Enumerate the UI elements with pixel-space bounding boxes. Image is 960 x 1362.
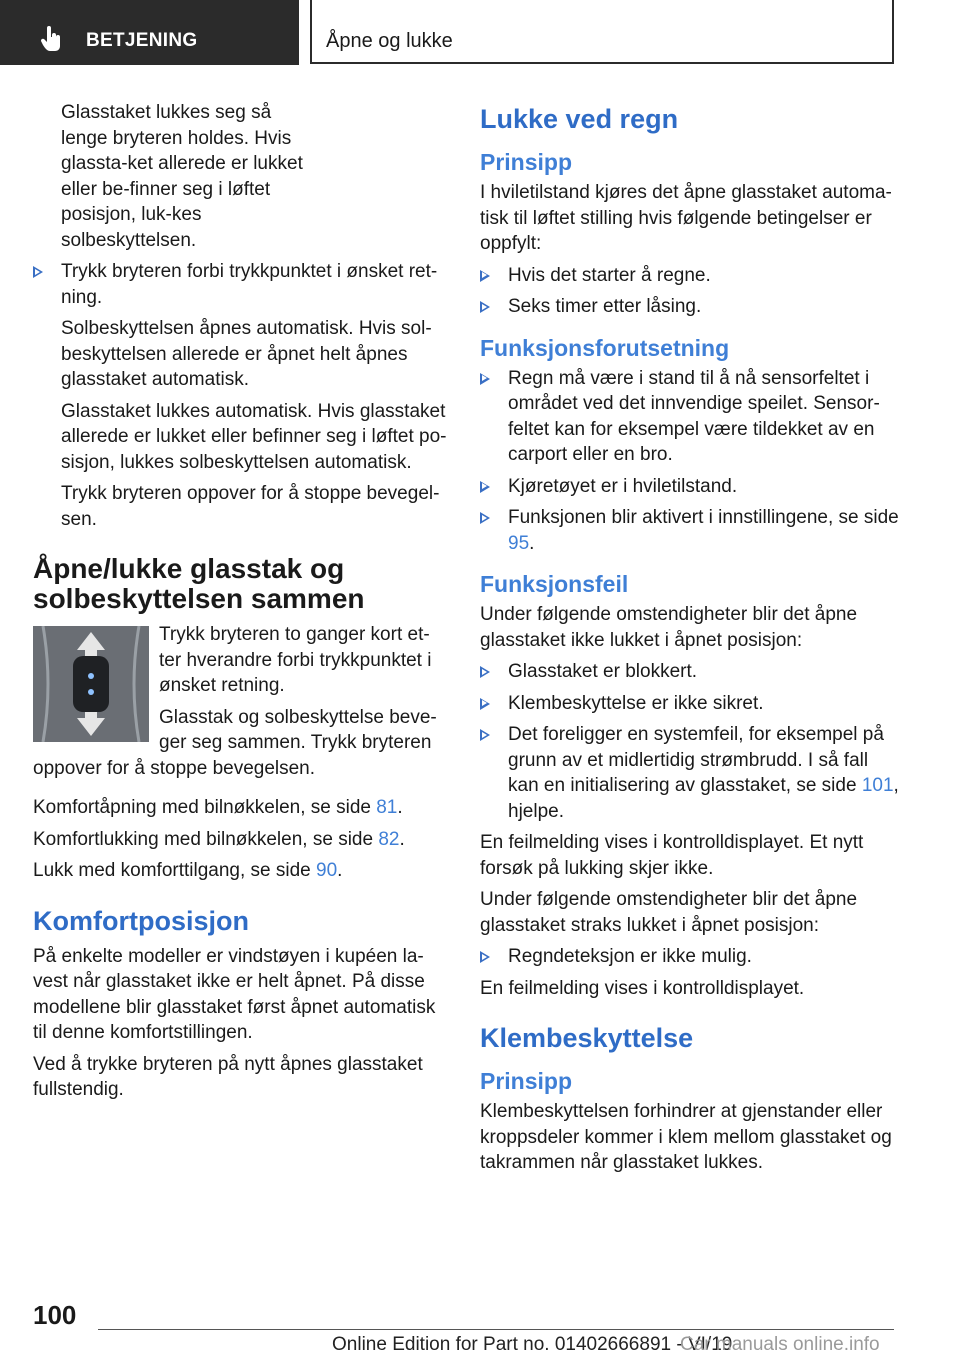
roof-switch-image [33, 626, 149, 742]
paragraph: Glasstaket lukkes seg så lenge bryteren holdes. Hvis glassta-ket allerede er lukket eller be-finner seg i løftet posisjon, luk-kes solbeskyttelsen. [61, 102, 303, 251]
paragraph: Glasstak og solbeskyttelse beve-ger seg sammen. Trykk bryteren oppover for å stoppe bevegelsen. [33, 706, 437, 779]
list-item: Kjøretøyet er i hviletilstand. [480, 474, 900, 500]
section-title: Åpne og lukke [326, 30, 453, 52]
triangle-bullet-icon [480, 512, 490, 524]
paragraph: På enkelte modeller er vindstøyen i kupéen la-vest når glasstaket ikke er helt åpnet. På disse modellene blir glasstaket først åpnet automatisk til denne komfortstillingen. [33, 945, 436, 1043]
triangle-bullet-icon [480, 729, 490, 741]
footer-divider [98, 1329, 894, 1330]
switch-illustration [33, 626, 149, 742]
paragraph: Trykk bryteren to ganger kort et-ter hverandre forbi trykkpunktet i ønsket retning. [159, 624, 432, 696]
triangle-bullet-icon [480, 698, 490, 710]
paragraph: Solbeskyttelsen åpnes automatisk. Hvis sol-beskyttelsen allerede er åpnet helt åpnes glasstaket automatisk. [61, 318, 432, 390]
page-link-95[interactable]: 95 [508, 532, 530, 554]
list-item: Hvis det starter å regne. [480, 263, 900, 289]
triangle-bullet-icon [480, 666, 490, 678]
heading-together: Åpne/lukke glasstak og solbeskyttelsen sammen [33, 553, 365, 614]
triangle-bullet-icon [480, 951, 490, 963]
triangle-bullet-icon [480, 481, 490, 493]
section-header [310, 0, 894, 64]
triangle-bullet-icon [33, 266, 43, 278]
list-item: Regndeteksjon er ikke mulig. [480, 944, 900, 970]
paragraph: Ved å trykke bryteren på nytt åpnes glasstaket fullstendig. [33, 1053, 423, 1100]
heading-rain: Lukke ved regn [480, 104, 679, 134]
cross-ref: Lukk med komforttilgang, se side 90. [33, 860, 343, 881]
chapter-tab [0, 0, 299, 65]
hand-pointer-icon [40, 26, 64, 52]
page-number: 100 [33, 1300, 77, 1330]
paragraph: Trykk bryteren oppover for å stoppe bevegel-sen. [61, 483, 440, 530]
watermark: Car manuals online.info [680, 1334, 880, 1355]
cross-ref: Komfortåpning med bilnøkkelen, se side 81. [33, 797, 403, 818]
heading-principle: Prinsipp [480, 149, 573, 175]
heading-malfunction: Funksjonsfeil [480, 571, 629, 597]
page-link-101[interactable]: 101 [861, 775, 894, 796]
bullet-text: Trykk bryteren forbi trykkpunktet i ønsket ret-ning. [61, 261, 438, 308]
paragraph: Under følgende omstendigheter blir det åpne glasstaket ikke lukket i åpnet posisjon: [480, 604, 858, 651]
triangle-bullet-icon [480, 270, 490, 282]
triangle-bullet-icon [480, 301, 490, 313]
list-item: Regn må være i stand til å nå sensorfeltet i området ved det innvendige speilet. Sensor-feltet kan for eksempel være tildekket av en carport eller en bro. [480, 366, 900, 468]
list-item [33, 259, 448, 532]
paragraph: Glasstaket lukkes automatisk. Hvis glasstaket allerede er lukket eller befinner seg i løftet po-sisjon, lukkes solbeskyttelsen automatisk. [61, 400, 447, 473]
left-column [33, 100, 448, 1109]
heading-principle: Prinsipp [480, 1068, 573, 1094]
page-link-81[interactable]: 81 [376, 797, 398, 818]
paragraph: Klembeskyttelsen forhindrer at gjenstander eller kroppsdeler kommer i klem mellom glasstaket og takrammen når glasstaket lukkes. [480, 1101, 892, 1173]
page-link-82[interactable]: 82 [378, 828, 400, 850]
paragraph: I hviletilstand kjøres det åpne glasstaket automa-tisk til løftet stilling hvis følgende betingelser er oppfylt: [480, 182, 892, 254]
figure-block [33, 622, 448, 787]
heading-pinch-protection: Klembeskyttelse [480, 1023, 694, 1053]
list-item: Det foreligger en systemfeil, for eksempel på grunn av et midlertidig strømbrudd. I så fall kan en initialisering av glasstaket, se side 101, hjelpe. [480, 722, 900, 824]
list-item: Klembeskyttelse er ikke sikret. [480, 691, 900, 717]
page-link-90[interactable]: 90 [316, 860, 338, 881]
right-column [480, 100, 900, 1182]
list-item: Seks timer etter låsing. [480, 294, 900, 320]
heading-prerequisite: Funksjonsforutsetning [480, 334, 730, 361]
triangle-bullet-icon [480, 373, 490, 385]
paragraph: En feilmelding vises i kontrolldisplayet. [480, 977, 805, 999]
footer-edition: Online Edition for Part no. 01402666891 - VI/19 [332, 1334, 733, 1355]
list-item: Glasstaket er blokkert. [480, 659, 900, 685]
paragraph: En feilmelding vises i kontrolldisplayet. Et nytt forsøk på lukking skjer ikke. [480, 832, 864, 879]
cross-ref: Komfortlukking med bilnøkkelen, se side 82. [33, 828, 405, 850]
list-item: Funksjonen blir aktivert i innstillingene, se side 95. [480, 505, 900, 556]
heading-comfort-position: Komfortposisjon [33, 905, 249, 936]
chapter-label: BETJENING [86, 30, 198, 51]
paragraph: Under følgende omstendigheter blir det åpne glasstaket straks lukket i åpnet posisjon: [480, 889, 858, 936]
